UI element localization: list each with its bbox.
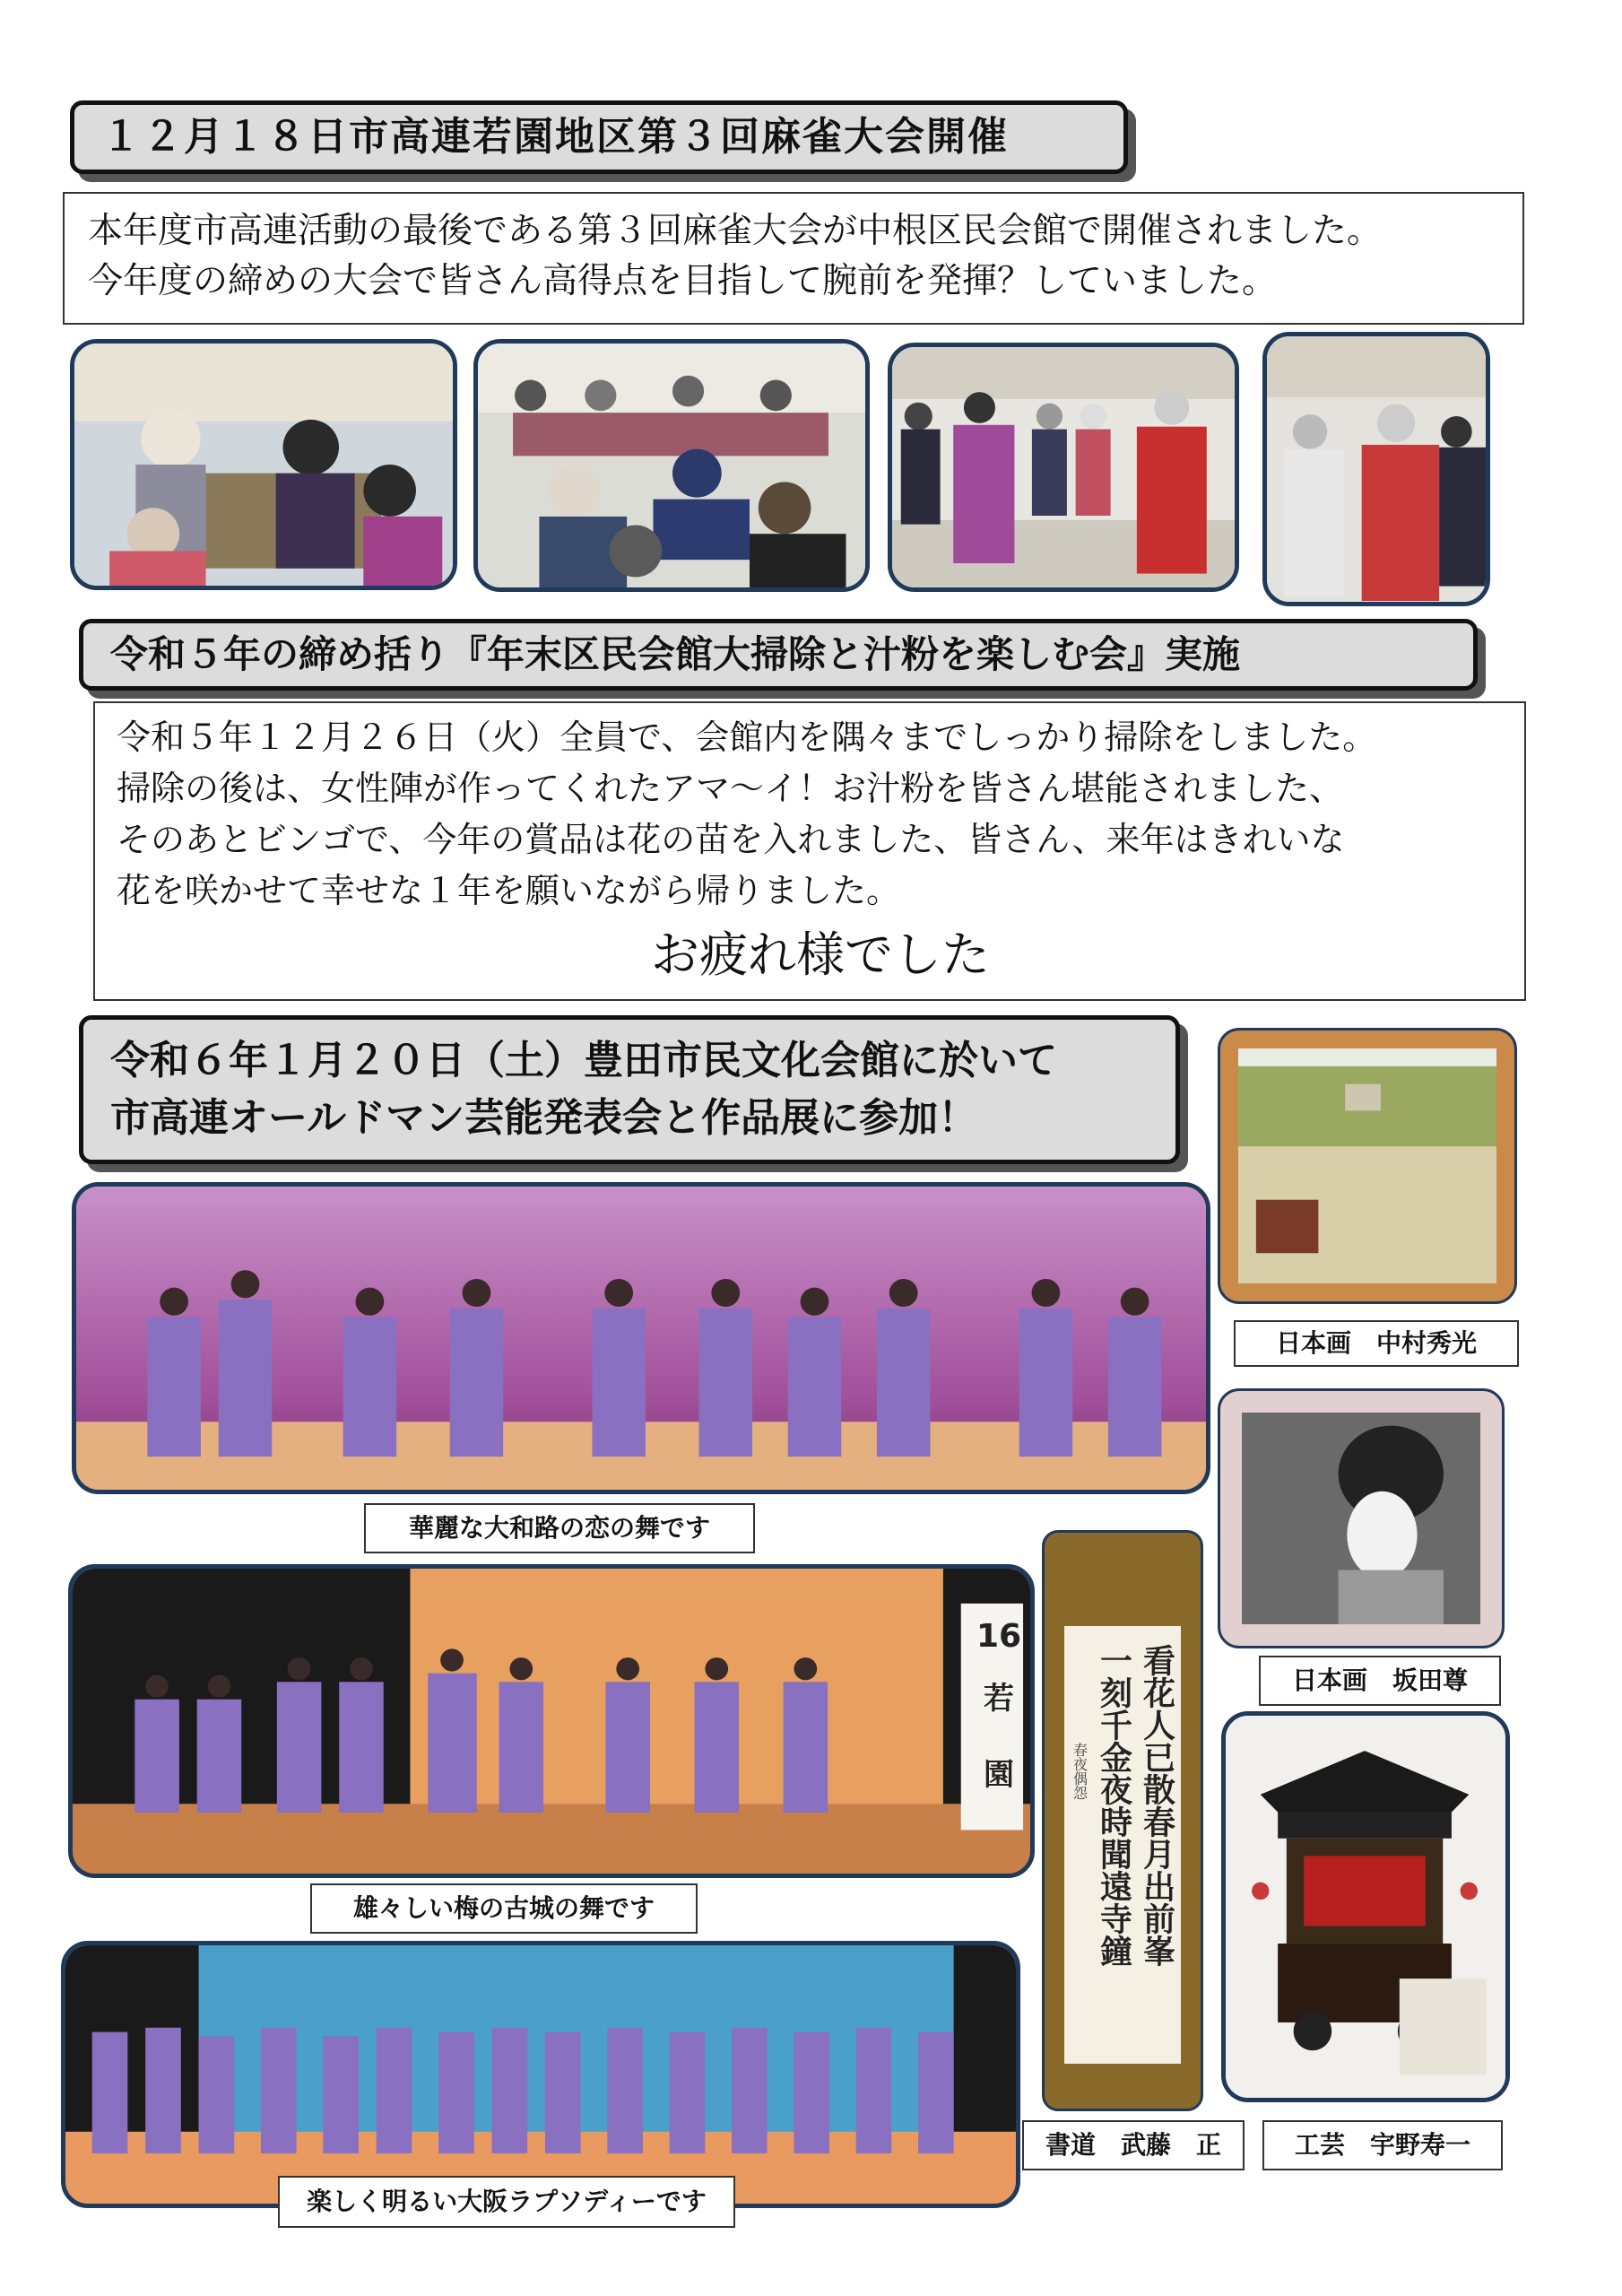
art-caption-2: 日本画 坂田尊 — [1259, 1656, 1501, 1706]
stage-sign-number: 16 — [976, 1618, 1022, 1655]
mahjong-photo-2 — [473, 339, 870, 592]
section2-text-box — [93, 701, 1526, 1001]
art-caption-3: 書道 武藤 正 — [1022, 2120, 1245, 2170]
dance-caption-2: 雄々しい梅の古城の舞です — [310, 1883, 698, 1934]
section2-heading — [79, 619, 1478, 691]
section1-line-1: 本年度市高連活動の最後である第３回麻雀大会が中根区民会館で開催されました。 — [88, 211, 1383, 251]
section1-line-2: 今年度の締めの大会で皆さん高得点を目指して腕前を発揮？していました。 — [88, 261, 1278, 301]
section2-line-2: 掃除の後は、女性陣が作ってくれたアマ～イ！お汁粉を皆さん堪能されました、 — [117, 769, 1344, 808]
dance-caption-1: 華麗な大和路の恋の舞です — [364, 1503, 755, 1553]
calligraphy-column-1: 看花人已散春月出前峯 — [1138, 1644, 1176, 1967]
art-nihonga-2 — [1218, 1388, 1505, 1648]
section1-text-box — [63, 192, 1524, 325]
section2-title: 令和５年の締め括り『年末区民会館大掃除と汁粉を楽しむ会』実施 — [110, 632, 1241, 676]
dance-photo-1 — [72, 1182, 1210, 1494]
section3-title-line-1: 令和６年１月２０日（土）豊田市民文化会館に於いて — [110, 1038, 1057, 1083]
art-caption-1: 日本画 中村秀光 — [1234, 1320, 1519, 1367]
section3-heading — [79, 1015, 1180, 1164]
calligraphy-column-2: 一刻千金夜時聞遠寺鐘 — [1095, 1644, 1133, 1967]
calligraphy-signature: 春夜偶怨 — [1071, 1743, 1089, 1800]
dance-caption-3: 楽しく明るい大阪ラプソディーです — [278, 2176, 735, 2228]
mahjong-photo-1 — [70, 339, 457, 590]
section1-title: １２月１８日市高連若園地区第３回麻雀大会開催 — [101, 114, 1009, 160]
calligraphy-paper — [1064, 1626, 1181, 2064]
section2-line-4: 花を咲かせて幸せな１年を願いながら帰りました。 — [117, 871, 901, 910]
art-nihonga-1 — [1218, 1028, 1517, 1304]
art-craft-float — [1221, 1711, 1510, 2102]
section2-closing: お疲れ様でした — [651, 926, 990, 983]
art-caption-4: 工芸 宇野寿一 — [1262, 2120, 1503, 2170]
dance-photo-3 — [61, 1941, 1020, 2208]
art-calligraphy — [1042, 1530, 1203, 2111]
mahjong-photo-4 — [1262, 332, 1490, 606]
dance-photo-2 — [68, 1564, 1035, 1878]
section2-line-3: そのあとビンゴで、今年の賞品は花の苗を入れました、皆さん、来年はきれいな — [117, 820, 1345, 859]
section1-heading — [70, 100, 1128, 174]
stage-sign-char-2: 園 — [984, 1757, 1014, 1793]
section3-title-line-2: 市高連オールドマン芸能発表会と作品展に参加！ — [110, 1095, 978, 1141]
stage-sign-char-1: 若 — [984, 1681, 1014, 1717]
mahjong-photo-3 — [888, 343, 1239, 592]
stage-sign — [972, 1615, 1026, 1811]
section2-line-1: 令和５年１２月２６日（火）全員で、会館内を隅々までしっかり掃除をしました。 — [117, 718, 1377, 757]
